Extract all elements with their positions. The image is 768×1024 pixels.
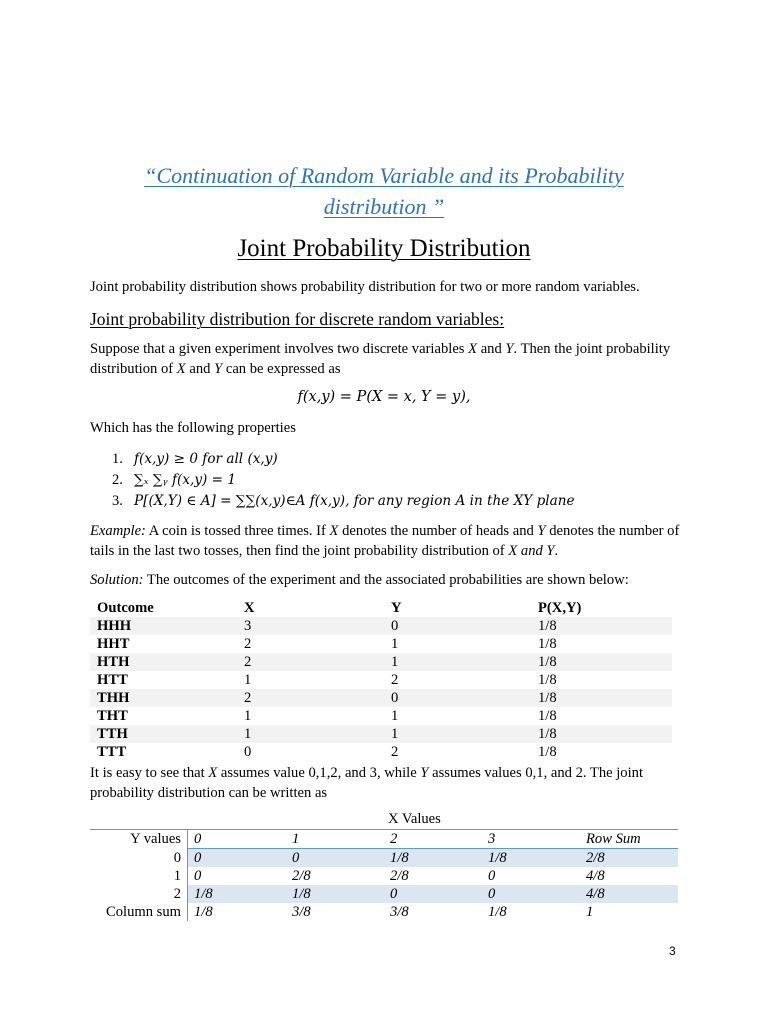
table-row: [90, 689, 672, 707]
text-run: assumes values 0,1, and 2. The joint probability distribution can be written as: [90, 765, 644, 801]
table-cell: 3/8: [390, 904, 409, 920]
var-y: Y: [505, 341, 514, 357]
property-item: [112, 490, 575, 511]
table-cell: 1/8: [538, 672, 557, 688]
table-cell: 1: [244, 708, 252, 724]
table-row: [90, 653, 672, 671]
item-number: 3.: [112, 493, 123, 509]
var-y: Y: [214, 361, 223, 377]
text-run: . Then the joint probability distribution of: [90, 341, 671, 377]
table-cell: 0: [194, 868, 202, 884]
table-cell: 2/8: [390, 868, 409, 884]
property-formula: f(x,y) ≥ 0 for all (x,y): [134, 451, 278, 467]
table-cell: 2: [237, 653, 384, 671]
properties-list: [112, 448, 575, 511]
table-row: [90, 707, 672, 725]
table-cell: 1: [237, 725, 384, 743]
table-cell: 1/8: [384, 849, 482, 868]
column-header: Y: [391, 600, 402, 616]
distribution-paragraph: [90, 763, 680, 803]
row-label: Column sum: [90, 903, 188, 921]
table-cell: 2: [391, 672, 399, 688]
table-cell: 1/8: [531, 653, 672, 671]
properties-intro: Which has the following properties: [90, 420, 296, 436]
column-header: P(X,Y): [538, 600, 582, 616]
item-number: 2.: [112, 472, 123, 488]
table-cell: 1/8: [188, 885, 287, 903]
text-run: and: [185, 361, 215, 377]
column-header: Row Sum: [580, 830, 678, 849]
table-cell: 4/8: [580, 885, 678, 903]
table-header-row: [90, 830, 678, 849]
table-cell: 0: [244, 744, 252, 760]
section-heading: Joint Probability Distribution: [237, 235, 531, 262]
property-item: [112, 448, 575, 469]
column-header: 2: [384, 830, 482, 849]
solution-paragraph: [90, 570, 680, 590]
solution-label: Solution:: [90, 572, 144, 588]
text-run: denotes the number of tails in the last two tosses, then find the joint probability distribution of: [90, 523, 680, 559]
text-run: A coin is tossed three times. If: [145, 523, 330, 539]
definition-paragraph: [90, 339, 680, 379]
row-label: Y values: [90, 830, 188, 849]
table-row: [90, 867, 678, 885]
table-cell: 1: [391, 636, 399, 652]
outcomes-table: [90, 599, 672, 761]
row-label: 1: [90, 867, 188, 885]
table-cell: 1: [244, 672, 252, 688]
table-cell: 2/8: [580, 849, 678, 868]
table-cell: 2/8: [292, 868, 311, 884]
table-cell: 1: [391, 708, 399, 724]
table-cell: 1/8: [194, 904, 213, 920]
column-header: 0: [188, 830, 287, 849]
table-row: [90, 849, 678, 868]
table-cell: HHH: [90, 617, 237, 635]
table-cell: 1: [586, 904, 594, 920]
text-run: The outcomes of the experiment and the associated probabilities are shown below:: [143, 572, 629, 588]
page-number: 3: [669, 944, 676, 958]
row-label: 2: [90, 885, 188, 903]
table-row: [90, 743, 672, 761]
table-cell: 2: [244, 636, 252, 652]
table-cell: 4/8: [586, 868, 605, 884]
table-cell: 0: [384, 689, 531, 707]
table-cell: 1/8: [538, 744, 557, 760]
table-row: [90, 671, 672, 689]
text-run: can be expressed as: [222, 361, 341, 377]
table-cell: THT: [97, 708, 128, 724]
text-run: .: [554, 543, 559, 559]
table-cell: 1: [384, 653, 531, 671]
var-x: X: [176, 361, 186, 377]
table-cell: 1: [384, 725, 531, 743]
table-cell: 1/8: [531, 725, 672, 743]
table-cell: 1/8: [488, 904, 507, 920]
var-y: Y: [537, 523, 546, 539]
document-title: [90, 160, 678, 222]
sub-heading: Joint probability distribution for discrete random variables:: [90, 309, 505, 329]
joint-distribution-table: [90, 829, 678, 921]
table-cell: 2: [237, 689, 384, 707]
table-row: [90, 617, 672, 635]
text-run: It is easy to see that: [90, 765, 209, 781]
row-label: 0: [90, 849, 188, 868]
text-run: Suppose that a given experiment involves two discrete variables: [90, 341, 469, 357]
table-cell: HHT: [97, 636, 130, 652]
text-run: assumes value 0,1,2, and 3, while: [217, 765, 421, 781]
table-cell: 0: [384, 885, 482, 903]
var-x: X: [208, 765, 218, 781]
table-cell: THH: [90, 689, 237, 707]
table-row: [90, 903, 678, 921]
property-item: [112, 469, 575, 490]
x-values-label: X Values: [388, 811, 441, 827]
table-cell: 1/8: [538, 636, 557, 652]
column-header: Outcome: [97, 600, 154, 616]
table-cell: TTH: [90, 725, 237, 743]
table-cell: 1/8: [286, 885, 384, 903]
text-run: denotes the number of heads and: [338, 523, 538, 539]
var-x: X: [329, 523, 339, 539]
column-header: 3: [482, 830, 580, 849]
table-cell: HTT: [97, 672, 128, 688]
table-cell: HTH: [90, 653, 237, 671]
table-cell: 2: [391, 744, 399, 760]
table-cell: 3/8: [292, 904, 311, 920]
intro-paragraph: Joint probability distribution shows probability distribution for two or more random variables.: [90, 279, 640, 295]
var-y: Y: [420, 765, 429, 781]
table-cell: 0: [188, 849, 287, 868]
example-label: Example:: [90, 523, 146, 539]
table-cell: 1/8: [531, 689, 672, 707]
table-cell: 1/8: [538, 708, 557, 724]
column-header: 1: [286, 830, 384, 849]
example-paragraph: [90, 521, 680, 561]
table-cell: 3: [237, 617, 384, 635]
property-formula: ∑ₓ ∑ᵧ f(x,y) = 1: [134, 472, 236, 488]
table-cell: 1/8: [482, 849, 580, 868]
table-cell: 0: [482, 885, 580, 903]
property-formula: P[(X,Y) ∈ A] = ∑∑(x,y)∈A f(x,y), for any region A in the XY plane: [134, 493, 575, 509]
table-cell: 0: [384, 617, 531, 635]
table-row: [90, 725, 672, 743]
var-x: X: [468, 341, 478, 357]
column-header: X: [244, 600, 255, 616]
text-run: and: [477, 341, 506, 357]
table-header-row: [90, 599, 672, 617]
var-xy: X and Y: [508, 543, 555, 559]
table-cell: 0: [286, 849, 384, 868]
table-cell: TTT: [97, 744, 127, 760]
item-number: 1.: [112, 451, 123, 467]
table-cell: 1/8: [531, 617, 672, 635]
joint-pmf-equation: f(x,y) = P(X = x, Y = y),: [297, 389, 471, 405]
table-row: [90, 635, 672, 653]
table-row: [90, 885, 678, 903]
table-cell: 0: [488, 868, 496, 884]
title-line-1: “Continuation of Random Variable and its Probability: [144, 163, 624, 188]
title-line-2: distribution ”: [323, 194, 445, 219]
